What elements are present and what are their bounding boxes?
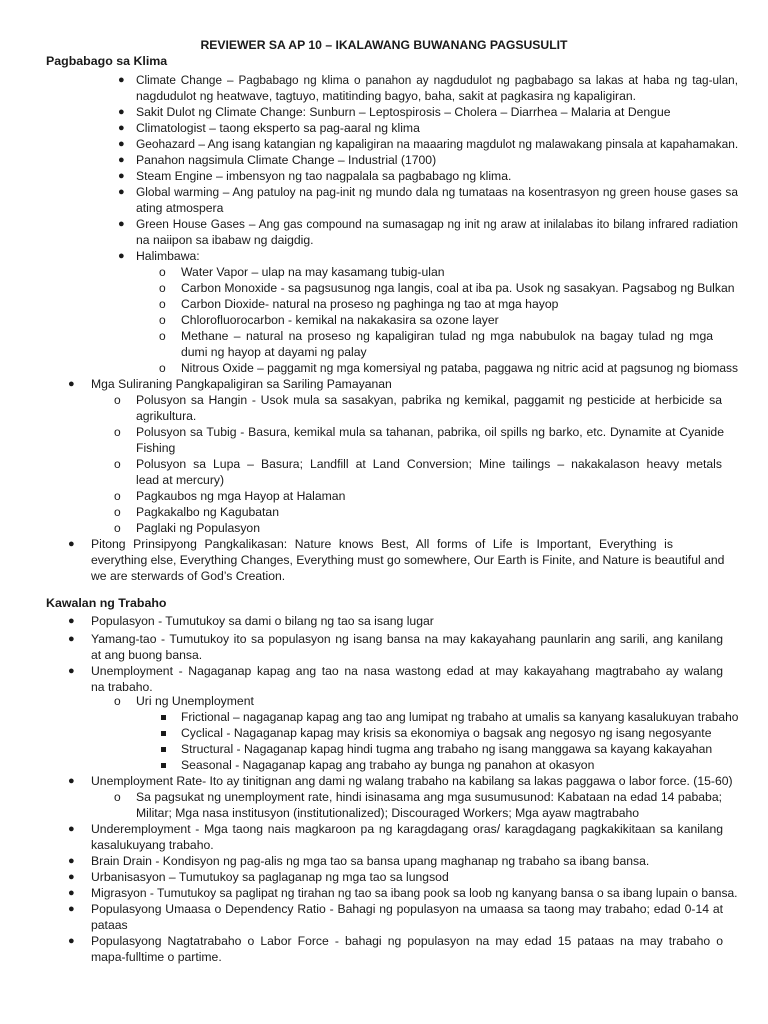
text-line: Sa pagsukat ng unemployment rate, hindi isinasama ang mga susumusunod: Kabataan na edad 14 pababa; xyxy=(136,790,722,804)
text-line: everything else, Everything Changes, Everything must go somewhere, Our Earth is Finite, and Nature is beautiful and xyxy=(91,553,725,567)
text-line: na naiipon sa ibabaw ng daigdig. xyxy=(136,233,314,247)
text-line: Populasyong Umaasa o Dependency Ratio - Bahagi ng populasyon na umaasa sa taong may trabaho; edad 0-14 at xyxy=(91,902,723,916)
bullet-icon: ● xyxy=(118,186,125,198)
bullet-icon: ● xyxy=(118,218,125,230)
circle-bullet-icon: o xyxy=(159,329,166,343)
text-line: Seasonal - Nagaganap kapag ang trabaho ay bunga ng panahon at okasyon xyxy=(181,758,595,772)
text-line: Pagkaubos ng mga Hayop at Halaman xyxy=(136,489,346,503)
document-title: REVIEWER SA AP 10 – IKALAWANG BUWANANG PAGSUSULIT xyxy=(200,38,568,52)
bullet-icon: ● xyxy=(118,170,125,182)
text-line: Nitrous Oxide – paggamit ng mga komersiyal ng pataba, paggawa ng nitric acid at pagsunog ng biomass xyxy=(181,361,739,375)
text-line: Brain Drain - Kondisyon ng pag-alis ng mga tao sa bansa upang maghanap ng trabaho sa ibang bansa. xyxy=(91,854,650,868)
bullet-icon: ● xyxy=(68,665,75,677)
text-line: Populasyong Nagtatrabaho o Labor Force - bahagi ng populasyon na may edad 15 pataas na may trabaho o xyxy=(91,934,723,948)
circle-bullet-icon: o xyxy=(114,425,121,439)
bullet-icon: ● xyxy=(68,378,75,390)
square-bullet-icon xyxy=(161,747,166,752)
text-line: Paglaki ng Populasyon xyxy=(136,521,260,535)
text-line: Geohazard – Ang isang katangian ng kapaligiran na maaaring magdulot ng malawakang pinsala at kapahamakan. xyxy=(136,137,739,151)
bullet-icon: ● xyxy=(68,633,75,645)
text-line: Pagkakalbo ng Kagubatan xyxy=(136,505,279,519)
circle-bullet-icon: o xyxy=(114,393,121,407)
bullet-icon: ● xyxy=(118,106,125,118)
text-line: Global warming – Ang patuloy na pag-init ng mundo dala ng tumataas na kosentrasyon ng green house gases sa xyxy=(136,185,738,199)
circle-bullet-icon: o xyxy=(159,265,166,279)
text-line: Carbon Dioxide- natural na proseso ng paghinga ng tao at mga hayop xyxy=(181,297,559,311)
bullet-icon: ● xyxy=(68,871,75,883)
section-heading: Kawalan ng Trabaho xyxy=(46,596,167,610)
text-line: na trabaho. xyxy=(91,680,153,694)
text-line: Cyclical - Nagaganap kapag may krisis sa ekonomiya o bagsak ang negosyo ng isang negosyante xyxy=(181,726,712,740)
square-bullet-icon xyxy=(161,715,166,720)
text-line: lead at mercury) xyxy=(136,473,225,487)
text-line: we are sterwards of God’s Creation. xyxy=(91,569,286,583)
text-line: ating atmospera xyxy=(136,201,224,215)
circle-bullet-icon: o xyxy=(159,281,166,295)
circle-bullet-icon: o xyxy=(159,297,166,311)
text-line: Steam Engine – imbensyon ng tao nagpalala sa pagbabago ng klima. xyxy=(136,169,512,183)
bullet-icon: ● xyxy=(68,538,75,550)
bullet-icon: ● xyxy=(68,903,75,915)
text-line: Yamang-tao - Tumutukoy ito sa populasyon ng isang bansa na may kakayahang paunlarin ang sarili, ang kanilang xyxy=(91,632,723,646)
text-line: Panahon nagsimula Climate Change – Industrial (1700) xyxy=(136,153,437,167)
text-line: at ang buong bansa. xyxy=(91,648,203,662)
text-line: Chlorofluorocarbon - kemikal na nakakasira sa ozone layer xyxy=(181,313,499,327)
text-line: Green House Gases – Ang gas compound na sumasagap ng init ng araw at inilalabas ito bilang infrared radiation xyxy=(136,217,738,231)
bullet-icon: ● xyxy=(68,887,75,899)
text-line: Sakit Dulot ng Climate Change: Sunburn – Leptospirosis – Cholera – Diarrhea – Malaria at Dengue xyxy=(136,105,671,119)
text-line: pataas xyxy=(91,918,128,932)
circle-bullet-icon: o xyxy=(114,489,121,503)
text-line: Frictional – nagaganap kapag ang tao ang lumipat ng trabaho at umalis sa kanyang kasalukuyan trabaho xyxy=(181,710,739,724)
text-line: Climatologist – taong eksperto sa pag-aaral ng klima xyxy=(136,121,420,135)
section-heading: Pagbabago sa Klima xyxy=(46,54,168,68)
circle-bullet-icon: o xyxy=(159,361,166,375)
bullet-icon: ● xyxy=(68,775,75,787)
text-line: Unemployment Rate- Ito ay tinitignan ang dami ng walang trabaho na kabilang sa lakas paggawa o labor force. (15-60) xyxy=(91,774,733,788)
circle-bullet-icon: o xyxy=(159,313,166,327)
text-line: Halimbawa: xyxy=(136,249,200,263)
circle-bullet-icon: o xyxy=(114,457,121,471)
text-line: Mga Suliraning Pangkapaligiran sa Sariling Pamayanan xyxy=(91,377,392,391)
text-line: Fishing xyxy=(136,441,176,455)
text-line: Migrasyon - Tumutukoy sa paglipat ng tirahan ng tao sa ibang pook sa loob ng kanyang bansa o sa ibang lupain o bansa. xyxy=(91,886,738,900)
text-line: agrikultura. xyxy=(136,409,197,423)
text-line: Carbon Monoxide - sa pagsusunog nga langis, coal at iba pa. Usok ng sasakyan. Pagsabog ng Bulkan xyxy=(181,281,735,295)
bullet-icon: ● xyxy=(68,935,75,947)
circle-bullet-icon: o xyxy=(114,521,121,535)
circle-bullet-icon: o xyxy=(114,694,121,708)
square-bullet-icon xyxy=(161,763,166,768)
bullet-icon: ● xyxy=(118,138,125,150)
bullet-icon: ● xyxy=(118,122,125,134)
circle-bullet-icon: o xyxy=(114,505,121,519)
text-line: kasalukuyang trabaho. xyxy=(91,838,214,852)
bullet-icon: ● xyxy=(118,74,125,86)
text-line: Uri ng Unemployment xyxy=(136,694,254,708)
text-line: Populasyon - Tumutukoy sa dami o bilang ng tao sa isang lugar xyxy=(91,614,434,628)
text-line: Structural - Nagaganap kapag hindi tugma ang trabaho ng isang manggawa sa kayang kakayahan xyxy=(181,742,713,756)
bullet-icon: ● xyxy=(68,855,75,867)
text-line: Militar; Mga nasa institusyon (institutionalized); Discouraged Workers; Mga ayaw magtrabaho xyxy=(136,806,640,820)
square-bullet-icon xyxy=(161,731,166,736)
text-line: Water Vapor – ulap na may kasamang tubig-ulan xyxy=(181,265,445,279)
bullet-icon: ● xyxy=(68,615,75,627)
bullet-icon: ● xyxy=(118,250,125,262)
text-line: dumi ng hayop at dayami ng palay xyxy=(181,345,367,359)
text-line: Pitong Prinsipyong Pangkalikasan: Nature knows Best, All forms of Life is Important, Everything is xyxy=(91,537,673,551)
text-line: Climate Change – Pagbabago ng klima o panahon ay nagdudulot ng pagbabago sa lakas at haba ng tag-ulan, xyxy=(136,73,738,87)
text-line: Methane – natural na proseso ng kapaligiran tulad ng mga nabubulok na bagay tulad ng mga xyxy=(181,329,713,343)
bullet-icon: ● xyxy=(118,154,125,166)
text-line: Urbanisasyon – Tumutukoy sa paglaganap ng mga tao sa lungsod xyxy=(91,870,449,884)
text-line: Underemployment - Mga taong nais magkaroon pa ng karagdagang oras/ karagdagang pagkakikitaan sa kanilang xyxy=(91,822,723,836)
circle-bullet-icon: o xyxy=(114,790,121,804)
text-line: nagdudulot ng heatwave, tagtuyo, matitinding bagyo, baha, sakit at pagkasira ng kapaligiran. xyxy=(136,89,637,103)
text-line: Unemployment - Nagaganap kapag ang tao na nasa wastong edad at may kakayahang magtrabaho ay walang xyxy=(91,664,723,678)
text-line: Polusyon sa Tubig - Basura, kemikal mula sa tahanan, pabrika, oil spills ng barko, etc. Dynamite at Cyanide xyxy=(136,425,724,439)
text-line: Polusyon sa Hangin - Usok mula sa sasakyan, pabrika ng kemikal, paggamit ng pesticide at herbicide sa xyxy=(136,393,722,407)
text-line: Polusyon sa Lupa – Basura; Landfill at Land Conversion; Mine tailings – nakakalason heavy metals xyxy=(136,457,722,471)
bullet-icon: ● xyxy=(68,823,75,835)
text-line: mapa-fulltime o partime. xyxy=(91,950,222,964)
